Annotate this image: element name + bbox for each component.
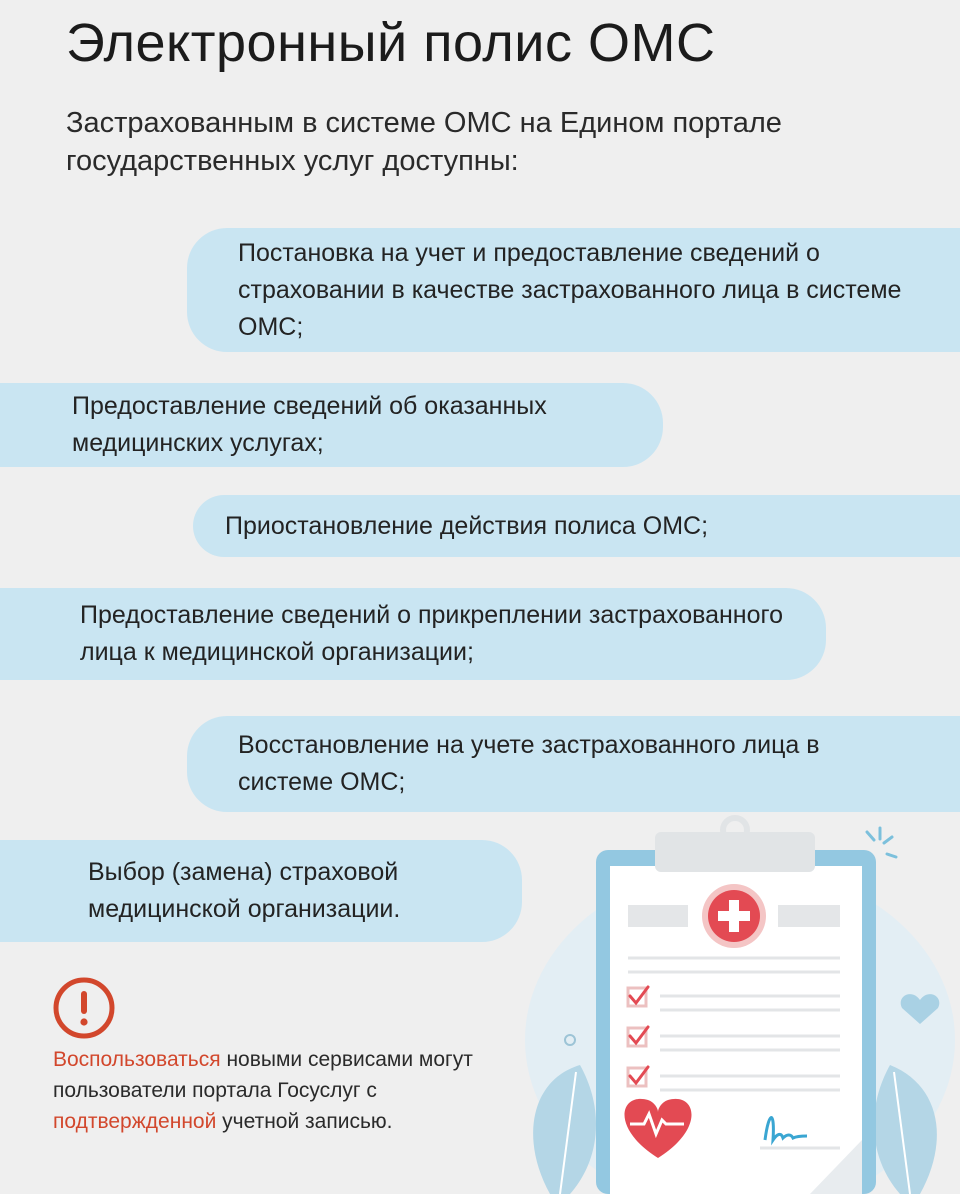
page-subtitle: Застрахованным в системе ОМС на Едином портале государственных услуг доступны:	[66, 107, 782, 177]
service-item-services-info	[0, 383, 663, 467]
notice-highlight-confirmed: подтвержденной	[53, 1110, 217, 1133]
service-item-text: Предоставление сведений о прикреплении застрахованного лица к медицинской организации;	[80, 601, 783, 666]
clipboard-illustration	[510, 810, 960, 1194]
service-item-restoration	[187, 716, 960, 812]
notice-highlight-use: Воспользоваться	[53, 1048, 221, 1071]
exclamation-circle-icon	[52, 976, 116, 1040]
service-item-insurer-change	[0, 840, 522, 942]
service-item-registration	[187, 228, 960, 352]
service-item-suspension	[193, 495, 960, 557]
service-item-text: Предоставление сведений об оказанных медицинских услугах;	[72, 392, 547, 457]
service-item-text: Выбор (замена) страховой медицинской организации.	[88, 858, 401, 923]
service-item-attachment-info	[0, 588, 826, 680]
service-item-text: Постановка на учет и предоставление сведений о страховании в качестве застрахованного лица в системе ОМС;	[238, 238, 902, 341]
notice-text-part: учетной записью.	[216, 1110, 393, 1133]
service-item-text: Приостановление действия полиса ОМС;	[225, 511, 709, 540]
notice-text	[53, 1044, 523, 1137]
page-title: Электронный полис ОМС	[66, 13, 716, 73]
notice-text-part: новыми сервисами могут пользователи портала Госуслуг с	[53, 1048, 473, 1102]
medical-cross-icon	[702, 884, 766, 948]
service-item-text: Восстановление на учете застрахованного лица в системе ОМС;	[238, 731, 820, 796]
